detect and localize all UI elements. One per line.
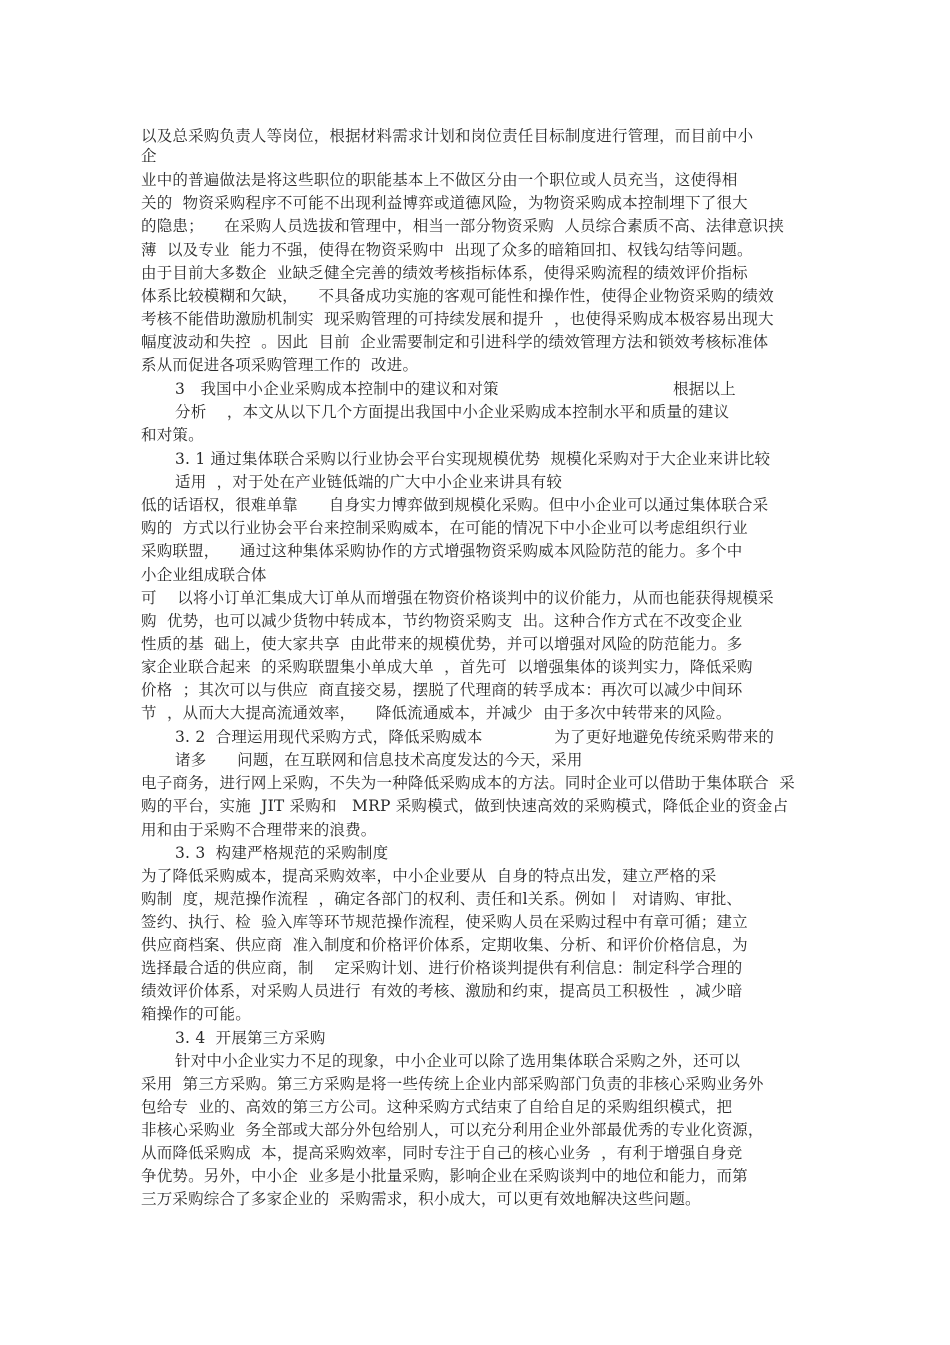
text-line: 争优势。另外，中小企 业多是小批量采购，影响企业在采购谈判中的地位和能力，而第 (141, 1167, 748, 1185)
text-line: 采购联盟， 通过这种集体采购协作的方式增强物资采购威本风险防范的能力。多个中 (141, 542, 743, 560)
text-line: 购制 度，规范操作流程 ，确定各部门的权利、责任和l关系。例如丨 对请购、审批、 (141, 890, 743, 908)
text-line: 三万采购综合了多家企业的 采购需求，积小成大，可以更有效地解决这些问题。 (141, 1190, 701, 1208)
text-line: 包给专 业的、高效的第三方公司。这种采购方式结束了自给自足的采购组织模式，把 (141, 1098, 733, 1116)
text-line: 适用 ，对于处在产业链低端的广大中小企业来讲具有较 (175, 473, 563, 491)
text-line: 绩效评价体系，对采购人员进行 有效的考核、激励和约束，提高员工积极性 ，减少暗 (141, 982, 743, 1000)
text-line: 企 (141, 147, 157, 165)
text-line: 3. 3 构建严格规范的采购制度 (175, 844, 389, 862)
text-line: 为了降低采购威本，提高采购效率，中小企业要从 自身的特点出发，建立严格的采 (141, 867, 717, 885)
text-line: 考核不能借助激励机制实 现采购管理的可持续发展和提升 ，也使得采购成本极容易出现大 (141, 310, 774, 328)
text-line: 从而降低采购成 本，提高采购效率，同时专注于自己的核心业务 ，有利于增强自身竞 (141, 1144, 743, 1162)
text-line: 购的平台，实施 JIT 采购和 MRP 采购模式，做到快速高效的采购模式，降低企业的资金占 (141, 797, 789, 815)
text-line: 以及总采购负责人等岗位，根据材料需求计划和岗位责任目标制度进行管理，而目前中小 (141, 127, 754, 145)
text-line: 用和由于采购不合理带来的浪费。 (141, 821, 377, 839)
text-line: 购 优势，也可以减少货物中转成本，节约物资采购支 出。这种合作方式在不改变企业 (141, 612, 743, 630)
text-line: 供应商档案、供应商 准入制度和价格评价体系，定期收集、分析、和评价价格信息，为 (141, 936, 748, 954)
text-line: 体系比较模糊和欠缺， 不具备成功实施的客观可能性和操作性，使得企业物资采购的绩效 (141, 287, 774, 305)
text-line: 薄 以及专业 能力不强，使得在物资采购中 出现了众多的暗箱回扣、权钱勾结等问题。 (141, 241, 753, 259)
text-line: 选择最合适的供应商，制 定采购计划、进行价格谈判提供有利信息：制定科学合理的 (141, 959, 743, 977)
text-line: 性质的基 础上，使大家共享 由此带来的规模优势，并可以增强对风险的防范能力。多 (141, 635, 743, 653)
text-line: 3. 2 合理运用现代采购方式，降低采购威本 为了更好地避免传统采购带来的 (175, 728, 775, 746)
text-line: 的隐患； 在采购人员选拔和管理中，相当一部分物资采购 人员综合素质不高、法律意识挟 (141, 217, 785, 235)
text-line: 关的 物资采购程序不可能不出现利益博弈或道德风险，为物资采购成本控制埋下了很大 (141, 194, 748, 212)
text-line: 电子商务，进行网上采购，不失为一种降低采购成本的方法。同时企业可以借助于集体联合 采 (141, 774, 795, 792)
text-line: 采用 第三方采购。第三方采购是将一些传统上企业内部采购部门负责的非核心采购业务外 (141, 1075, 764, 1093)
text-line: 3. 1 通过集体联合采购以行业协会平台实现规模优势 规模化采购对于大企业来讲比较 (175, 450, 771, 468)
text-line: 非核心采购业 务全部或大部分外包给别人，可以充分利用企业外部最优秀的专业化资源， (141, 1121, 764, 1139)
text-line: 3. 4 开展第三方采购 (175, 1029, 326, 1047)
text-line: 可 以将小订单汇集成大订单从而增强在物资价格谈判中的议价能力，从而也能获得规模采 (141, 589, 774, 607)
text-line: 幅度波动和失控 。因此 目前 企业需要制定和引进科学的绩效管理方法和锁效考核标准体 (141, 333, 769, 351)
text-line: 节 ，从而大大提高流通效率， 降低流通威本，并减少 由于多次中转带来的风险。 (141, 704, 732, 722)
text-line: 系从而促进各项采购管理工作的 改进。 (141, 356, 419, 374)
text-line: 诸多 问题，在互联网和信息技术高度发达的今天，采用 (175, 751, 583, 769)
text-line: 购的 方式以行业协会平台来控制采购威本，在可能的情况下中小企业可以考虑组织行业 (141, 519, 748, 537)
text-line: 3 我国中小企业采购成本控制中的建议和对策 根据以上 (175, 380, 736, 398)
text-line: 家企业联合起来 的采购联盟集小单成大单 ，首先可 以增强集体的谈判实力，降低采购 (141, 658, 753, 676)
text-line: 小企业组成联合体 (141, 566, 267, 584)
text-line: 针对中小企业实力不足的现象，中小企业可以除了选用集体联合采购之外，还可以 (175, 1052, 741, 1070)
text-line: 分析 ，本文从以下几个方面提出我国中小企业采购成本控制水平和质量的建议 (175, 403, 730, 421)
text-line: 由于目前大多数企 业缺乏健全完善的绩效考核指标体系，使得采购流程的绩效评价指标 (141, 264, 748, 282)
text-line: 签约、执行、检 验入库等环节规范操作流程，使采购人员在采购过程中有章可循；建立 (141, 913, 748, 931)
text-line: 和对策。 (141, 426, 204, 444)
text-line: 业中的普遍做法是将这些职位的职能基本上不做区分由一个职位或人员充当，这使得相 (141, 171, 738, 189)
text-line: 低的话语权，很难单靠 自身实力博弈做到规模化采购。但中小企业可以通过集体联合采 (141, 496, 769, 514)
text-line: 价格 ；其次可以与供应 商直接交易，摆脱了代理商的转孚成本：再次可以减少中间环 (141, 681, 743, 699)
text-line: 箱操作的可能。 (141, 1005, 251, 1023)
